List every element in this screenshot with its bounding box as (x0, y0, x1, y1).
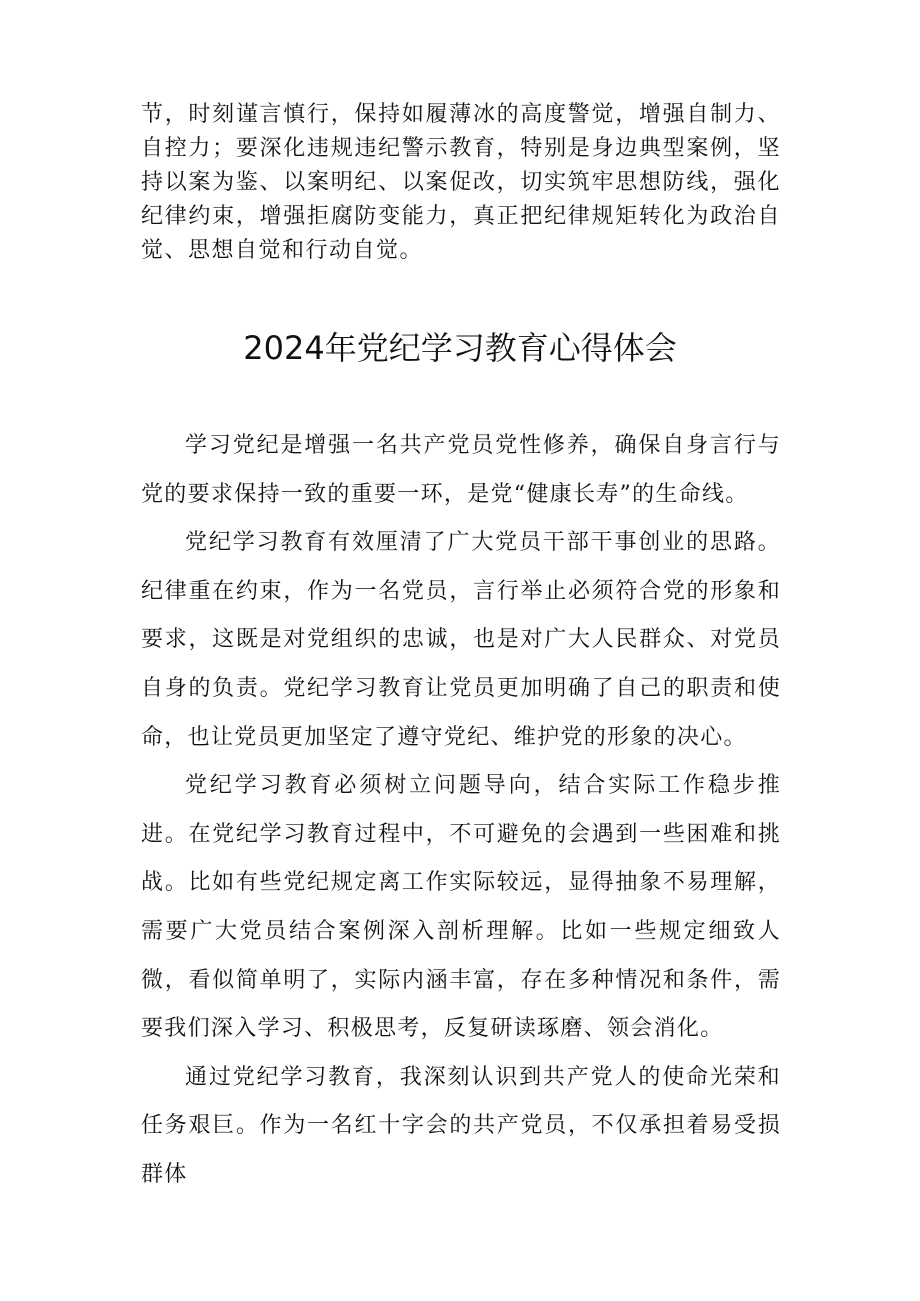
paragraph: 党纪学习教育必须树立问题导向，结合实际工作稳步推进。在党纪学习教育过程中，不可避免的会遇到一些困难和挑战。比如有些党纪规定离工作实际较远，显得抽象不易理解，需要广大党员结合案例深入剖析理解。比如一些规定细致人微，看似简单明了，实际内涵丰富，存在多种情况和条件，需要我们深入学习、积极思考，反复研读琢磨、领会消化。 (141, 773, 781, 1042)
paragraph: 学习党纪是增强一名共产党员党性修养，确保自身言行与党的要求保持一致的重要一环，是党“健康长寿”的生命线。 (141, 433, 781, 507)
paragraph: 通过党纪学习教育，我深刻认识到共产党人的使命光荣和任务艰巨。作为一名红十字会的共产党员，不仅承担着易受损群体 (141, 1064, 781, 1187)
document-title: 2024年党纪学习教育心得体会 (243, 329, 677, 367)
paragraph: 党纪学习教育有效厘清了广大党员干部干事创业的思路。纪律重在约束，作为一名党员，言行举止必须符合党的形象和要求，这既是对党组织的忠诚，也是对广大人民群众、对党员自身的负责。党纪学习教育让党员更加明确了自己的职责和使命，也让党员更加坚定了遵守党纪、维护党的形象的决心。 (141, 530, 781, 750)
continued-paragraph: 节，时刻谨言慎行，保持如履薄冰的高度警觉，增强自制力、自控力；要深化违规违纪警示教育，特别是身边典型案例，坚持以案为鉴、以案明纪、以案促改，切实筑牢思想防线，强化纪律约束，增强拒腐防变能力，真正把纪律规矩转化为政治自觉、思想自觉和行动自觉。 (141, 102, 781, 263)
document-body (141, 422, 781, 1200)
